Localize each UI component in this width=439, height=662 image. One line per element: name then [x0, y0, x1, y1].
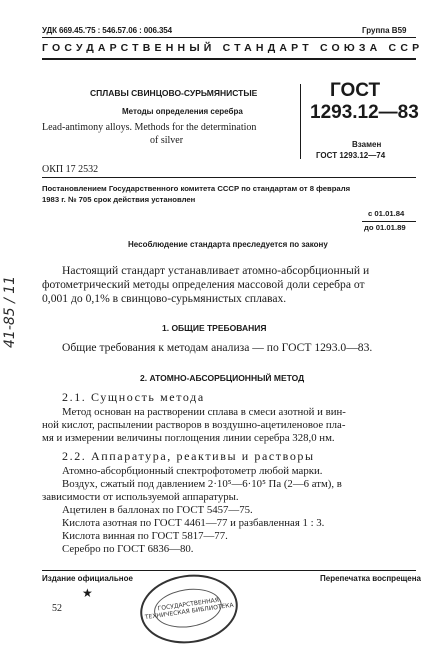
- subsection-2-2-line-4: Ацетилен в баллонах по ГОСТ 5457—75.: [62, 504, 253, 516]
- subsection-2-2-line-6: Кислота винная по ГОСТ 5817—77.: [62, 530, 228, 542]
- subsection-2-1-line-1: Метод основан на растворении сплава в смеси азотной и вин-: [62, 406, 346, 418]
- decree-line2: 1983 г. № 705 срок действия установлен: [42, 195, 196, 204]
- title-ru-subtitle: Методы определения серебра: [122, 107, 243, 116]
- intro-line-3: 0,001 до 0,1% в свинцово-сурьмянистых сплавах.: [42, 292, 287, 305]
- section-1-text: Общие требования к методам анализа — по ГОСТ 1293.0—83.: [62, 341, 373, 354]
- header-rule-top: [42, 37, 416, 38]
- section-1-heading: 1. ОБЩИЕ ТРЕБОВАНИЯ: [162, 323, 267, 333]
- subsection-2-2-line-2: Воздух, сжатый под давлением 2·10⁵—6·10⁵ Па (2—6 атм), в: [62, 478, 342, 490]
- intro-line-1: Настоящий стандарт устанавливает атомно-абсорбционный и: [62, 264, 370, 277]
- page-number: 52: [52, 603, 62, 614]
- reprint-prohibited: Перепечатка воспрещена: [320, 574, 421, 583]
- subsection-2-1-title: 2.1. Сущность метода: [62, 390, 205, 404]
- gost-number: 1293.12—83: [310, 102, 419, 123]
- title-divider: [300, 84, 301, 159]
- stamp-text: ГОСУДАРСТВЕННАЯ ТЕХНИЧЕСКАЯ БИБЛИОТЕКА: [144, 596, 235, 622]
- title-en-line1: Lead-antimony alloys. Methods for the determination: [42, 122, 257, 133]
- library-stamp: [136, 569, 243, 650]
- state-standard-banner: ГОСУДАРСТВЕННЫЙ СТАНДАРТ СОЮЗА ССР: [42, 42, 424, 54]
- replaces-label: Взамен: [352, 140, 382, 149]
- gost-label: ГОСТ: [330, 80, 381, 101]
- subsection-2-1-line-3: мя и измерении величины поглощения линии серебра 328,0 нм.: [42, 432, 335, 444]
- decree-date-rule: [362, 221, 416, 222]
- decree-valid-from: с 01.01.84: [368, 209, 405, 218]
- subsection-2-1-line-2: ной кислот, распылении растворов в воздушно-ацетиленовое пла-: [42, 419, 346, 431]
- subsection-2-2-line-7: Серебро по ГОСТ 6836—80.: [62, 543, 194, 555]
- official-edition: Издание официальное: [42, 574, 133, 583]
- okp-rule: [42, 177, 416, 178]
- footer-rule: [42, 570, 416, 571]
- intro-line-2: фотометрический методы определения массовой доли серебра от: [42, 278, 365, 291]
- decree-valid-to: до 01.01.89: [364, 223, 406, 232]
- okp-code: ОКП 17 2532: [42, 164, 99, 175]
- subsection-2-2-line-5: Кислота азотная по ГОСТ 4461—77 и разбавленная 1 : 3.: [62, 517, 325, 529]
- replaces-value: ГОСТ 1293.12—74: [316, 151, 386, 160]
- header-rule-bottom: [42, 58, 416, 60]
- star-icon: ★: [82, 586, 93, 600]
- section-2-heading: 2. АТОМНО-АБСОРБЦИОННЫЙ МЕТОД: [140, 373, 305, 383]
- udk-code: УДК 669.45.'75 : 546.57.06 : 006.354: [42, 26, 172, 35]
- subsection-2-2-line-1: Атомно-абсорбционный спектрофотометр любой марки.: [62, 465, 323, 477]
- group-code: Группа В59: [362, 26, 407, 35]
- legal-notice: Несоблюдение стандарта преследуется по закону: [128, 240, 328, 249]
- title-en-line2: of silver: [150, 135, 184, 146]
- subsection-2-2-title: 2.2. Аппаратура, реактивы и растворы: [62, 449, 315, 463]
- decree-line1: Постановлением Государственного комитета СССР по стандартам от 8 февраля: [42, 184, 351, 193]
- subsection-2-2-line-3: зависимости от используемой аппаратуры.: [42, 491, 239, 503]
- title-ru: СПЛАВЫ СВИНЦОВО-СУРЬМЯНИСТЫЕ: [90, 88, 258, 98]
- margin-handwriting: 41-85 / 11: [2, 275, 18, 348]
